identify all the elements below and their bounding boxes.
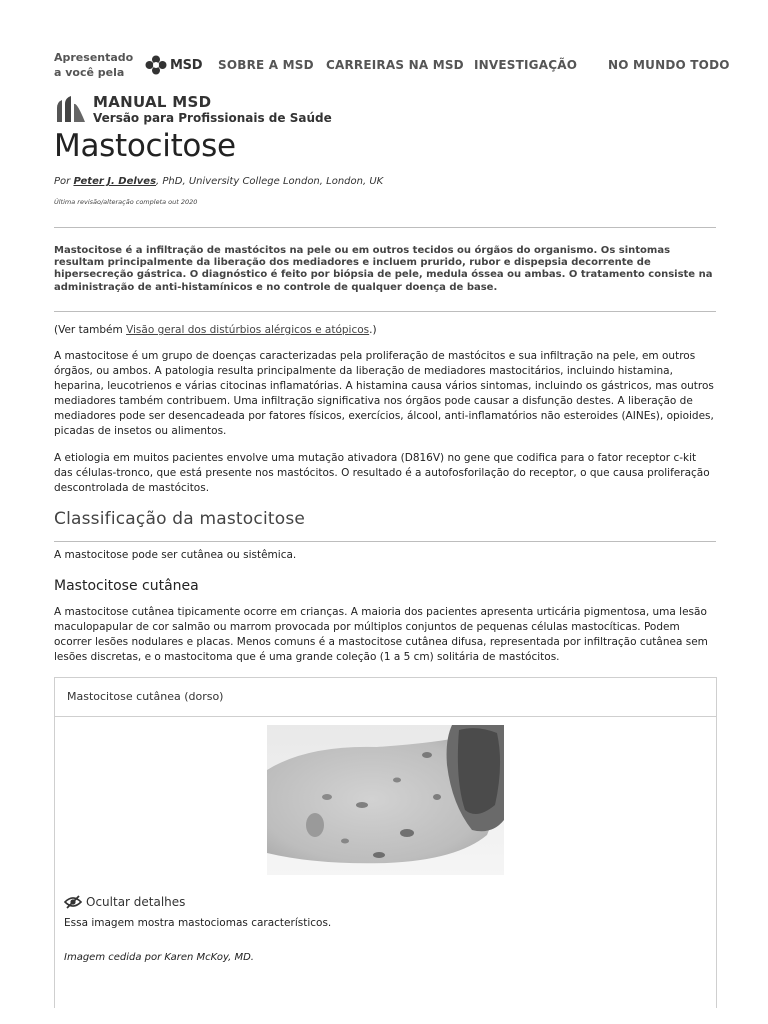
author-affiliation: , PhD, University College London, London, UK [156,176,384,187]
brand-title: MANUAL MSD [93,93,212,111]
msd-logo[interactable] [145,55,202,75]
byline [54,176,383,187]
subsection-cutaneous-text: A mastocitose cutânea tipicamente ocorre em crianças. A maioria dos pacientes apresenta urticária pigmentosa, uma lesão maculopapular de cor salmão ou marrom provocada por múltiplos conjuntos de pequenas células mastocíticas. Podem ocorrer lesões nodulares e placas. Menos comuns é a mastocitose cutânea difusa, representada por infiltração cutânea sem lesões discretas, e o mastocitoma que é uma grande coleção (1 a 5 cm) solitária de mastócitos. [54,606,708,663]
figure-panel [54,677,717,1008]
paragraph-overview: A mastocitose é um grupo de doenças caracterizadas pela proliferação de mastócitos e sua infiltração na pele, em outros órgãos, ou ambos. A patologia resulta principalmente da liberação de mediadores mastocitários, incluindo histamina, heparina, leucotrienos e várias citocinas inflamatórias. A histamina causa vários sintomas, incluindo os gástricos, mas outros mediadores também contribuem. Uma infiltração significativa nos órgãos pode causar a disfunção destes. A liberação de mediadores pode ser desencadeada por fatores físicos, exercícios, álcool, anti-inflamatórios não esteroides (AINEs), opioides, picadas de insetos ou alimentos. [54,350,714,437]
see-also-link[interactable]: Visão geral dos distúrbios alérgicos e atópicos [126,324,370,336]
figure-caption: Essa imagem mostra mastociomas característicos. [64,917,332,929]
figure-divider [55,716,716,717]
see-also [54,323,716,338]
topic-summary: Mastocitose é a infiltração de mastócitos na pele ou em outros tecidos ou órgãos do organismo. Os sintomas resultam principalmente da liberação dos mediadores e incluem prurido, rubor e dispepsia decorrente de hipersecreção gástrica. O diagnóstico é feito por biópsia de pele, medula óssea ou ambas. O tratamento consiste na administração de anti-histamínicos e no controle de qualquer doença de base. [54,245,713,293]
section-divider [54,541,716,542]
manual-msd-logo-icon [55,94,87,124]
nav-no-mundo-todo[interactable]: NO MUNDO TODO [608,58,730,72]
figure-title: Mastocitose cutânea (dorso) [67,690,224,703]
nav-carreiras-msd[interactable]: CARREIRAS NA MSD [326,58,464,72]
nav-sobre-msd[interactable]: SOBRE A MSD [218,58,314,72]
subsection-cutaneous-title: Mastocitose cutânea [54,578,199,594]
hide-details-toggle[interactable] [64,895,185,909]
msd-cross-icon [145,55,167,75]
section-classification-title: Classificação da mastocitose [54,509,306,529]
figure-credit: Imagem cedida por Karen McKoy, MD. [64,952,254,963]
mastocytosis-back-photo[interactable] [267,725,504,875]
last-revised: Última revisão/alteração completa out 2020 [54,198,198,206]
msd-logo-text: MSD [170,57,203,73]
author-link[interactable]: Peter J. Delves [73,176,157,187]
presented-by-text: Apresentado a você pela [54,51,134,79]
paragraph-etiology: A etiologia em muitos pacientes envolve uma mutação ativadora (D816V) no gene que codifica para o fator receptor c-kit das células-tronco, que está presente nos mastócitos. O resultado é a autofosforilação do receptor, o que causa proliferação descontrolada de mastócitos. [54,452,710,494]
nav-investigacao[interactable]: INVESTIGAÇÃO [474,58,578,72]
brand-subtitle: Versão para Profissionais de Saúde [93,111,332,125]
byline-prefix: Por [54,176,71,187]
see-also-suffix: .) [369,324,377,336]
page-title: Mastocitose [54,128,236,164]
hide-details-label: Ocultar detalhes [86,895,186,909]
top-navigation [0,0,768,92]
summary-top-divider [54,227,716,228]
eye-slash-icon [64,895,82,909]
see-also-prefix: (Ver também [54,324,127,336]
section-classification-intro: A mastocitose pode ser cutânea ou sistêmica. [54,549,297,561]
summary-bottom-divider [54,311,716,312]
